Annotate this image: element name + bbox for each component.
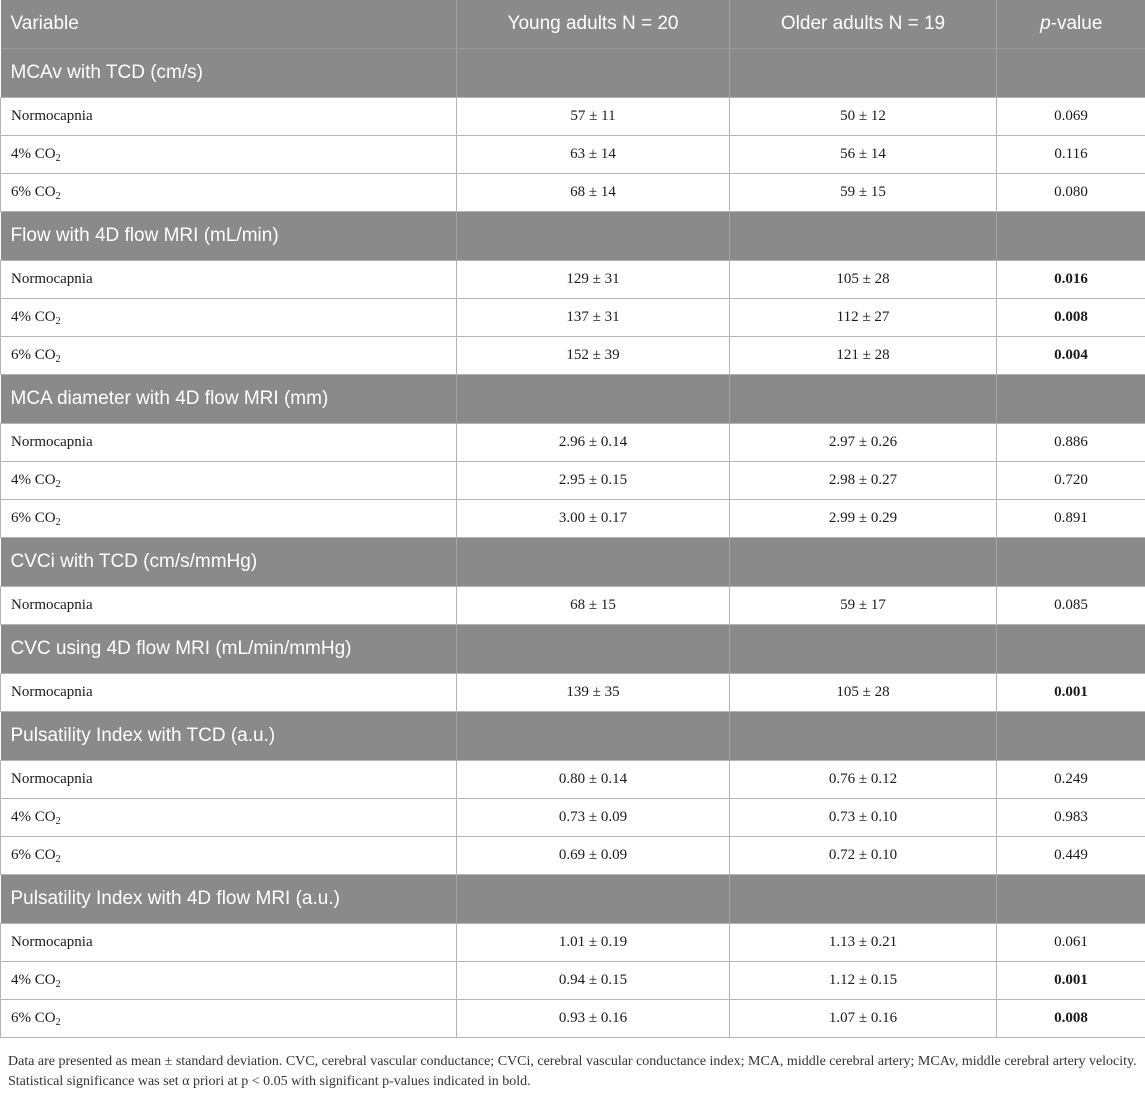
row-label xyxy=(1,1000,457,1038)
section-empty-cell xyxy=(457,49,730,98)
row-label xyxy=(1,587,457,625)
row-label xyxy=(1,299,457,337)
young-adults-value: 129 ± 31 xyxy=(457,261,730,299)
header-p-rest: -value xyxy=(1050,13,1103,34)
young-adults-value: 57 ± 11 xyxy=(457,98,730,136)
p-value: 0.001 xyxy=(997,674,1145,712)
row-label xyxy=(1,337,457,375)
row-label-text: 6% CO xyxy=(11,510,56,526)
table-row xyxy=(1,1000,1145,1038)
section-empty-cell xyxy=(997,375,1145,424)
section-title: CVC using 4D flow MRI (mL/min/mmHg) xyxy=(1,625,457,674)
table-row xyxy=(1,761,1145,799)
p-value: 0.983 xyxy=(997,799,1145,837)
section-header-row xyxy=(1,538,1145,587)
older-adults-value: 1.07 ± 0.16 xyxy=(730,1000,997,1038)
young-adults-value: 2.95 ± 0.15 xyxy=(457,462,730,500)
section-title: MCA diameter with 4D flow MRI (mm) xyxy=(1,375,457,424)
section-empty-cell xyxy=(997,875,1145,924)
header-variable: Variable xyxy=(1,0,457,49)
table-body xyxy=(1,49,1145,1038)
row-label xyxy=(1,261,457,299)
young-adults-value: 139 ± 35 xyxy=(457,674,730,712)
table-row xyxy=(1,837,1145,875)
table-row xyxy=(1,674,1145,712)
older-adults-value: 105 ± 28 xyxy=(730,261,997,299)
older-adults-value: 0.72 ± 0.10 xyxy=(730,837,997,875)
p-value: 0.008 xyxy=(997,299,1145,337)
header-p-italic: p xyxy=(1040,13,1051,34)
young-adults-value: 0.80 ± 0.14 xyxy=(457,761,730,799)
young-adults-value: 68 ± 15 xyxy=(457,587,730,625)
older-adults-value: 2.97 ± 0.26 xyxy=(730,424,997,462)
row-label xyxy=(1,424,457,462)
section-empty-cell xyxy=(997,625,1145,674)
row-label-text: 6% CO xyxy=(11,847,56,863)
older-adults-value: 50 ± 12 xyxy=(730,98,997,136)
section-title: Pulsatility Index with TCD (a.u.) xyxy=(1,712,457,761)
section-empty-cell xyxy=(457,538,730,587)
young-adults-value: 2.96 ± 0.14 xyxy=(457,424,730,462)
p-value: 0.001 xyxy=(997,962,1145,1000)
row-label xyxy=(1,837,457,875)
row-label xyxy=(1,136,457,174)
row-label-subscript: 2 xyxy=(55,979,61,990)
p-value: 0.080 xyxy=(997,174,1145,212)
table-row xyxy=(1,98,1145,136)
row-label-subscript: 2 xyxy=(55,191,61,202)
row-label-subscript: 2 xyxy=(55,854,61,865)
row-label xyxy=(1,500,457,538)
p-value: 0.720 xyxy=(997,462,1145,500)
older-adults-value: 56 ± 14 xyxy=(730,136,997,174)
table-row xyxy=(1,136,1145,174)
p-value: 0.891 xyxy=(997,500,1145,538)
young-adults-value: 0.94 ± 0.15 xyxy=(457,962,730,1000)
table-row xyxy=(1,299,1145,337)
table-row xyxy=(1,337,1145,375)
row-label-text: Normocapnia xyxy=(11,271,93,287)
older-adults-value: 0.73 ± 0.10 xyxy=(730,799,997,837)
row-label xyxy=(1,761,457,799)
header-young-adults: Young adults N = 20 xyxy=(457,0,730,49)
p-value: 0.016 xyxy=(997,261,1145,299)
row-label-text: Normocapnia xyxy=(11,934,93,950)
p-value: 0.085 xyxy=(997,587,1145,625)
table-row xyxy=(1,424,1145,462)
header-p-value xyxy=(997,0,1145,49)
table-row xyxy=(1,799,1145,837)
row-label-text: 4% CO xyxy=(11,472,56,488)
young-adults-value: 0.73 ± 0.09 xyxy=(457,799,730,837)
table-row xyxy=(1,174,1145,212)
header-older-adults: Older adults N = 19 xyxy=(730,0,997,49)
section-header-row xyxy=(1,712,1145,761)
section-header-row xyxy=(1,875,1145,924)
table-row xyxy=(1,587,1145,625)
row-label-subscript: 2 xyxy=(55,816,61,827)
older-adults-value: 2.99 ± 0.29 xyxy=(730,500,997,538)
table-row xyxy=(1,462,1145,500)
row-label xyxy=(1,174,457,212)
row-label-text: 6% CO xyxy=(11,347,56,363)
table-row xyxy=(1,500,1145,538)
row-label-subscript: 2 xyxy=(55,1017,61,1028)
section-empty-cell xyxy=(730,212,997,261)
section-empty-cell xyxy=(997,538,1145,587)
older-adults-value: 112 ± 27 xyxy=(730,299,997,337)
section-empty-cell xyxy=(730,712,997,761)
older-adults-value: 59 ± 15 xyxy=(730,174,997,212)
section-empty-cell xyxy=(997,49,1145,98)
young-adults-value: 1.01 ± 0.19 xyxy=(457,924,730,962)
p-value: 0.116 xyxy=(997,136,1145,174)
young-adults-value: 152 ± 39 xyxy=(457,337,730,375)
section-title: MCAv with TCD (cm/s) xyxy=(1,49,457,98)
row-label-text: 4% CO xyxy=(11,809,56,825)
row-label-text: Normocapnia xyxy=(11,771,93,787)
section-header-row xyxy=(1,375,1145,424)
older-adults-value: 59 ± 17 xyxy=(730,587,997,625)
p-value: 0.061 xyxy=(997,924,1145,962)
row-label-text: 4% CO xyxy=(11,972,56,988)
young-adults-value: 63 ± 14 xyxy=(457,136,730,174)
section-empty-cell xyxy=(730,375,997,424)
p-value: 0.004 xyxy=(997,337,1145,375)
row-label-subscript: 2 xyxy=(55,479,61,490)
section-empty-cell xyxy=(997,212,1145,261)
young-adults-value: 3.00 ± 0.17 xyxy=(457,500,730,538)
row-label xyxy=(1,962,457,1000)
table-row xyxy=(1,924,1145,962)
row-label-text: 6% CO xyxy=(11,1010,56,1026)
p-value: 0.249 xyxy=(997,761,1145,799)
young-adults-value: 0.69 ± 0.09 xyxy=(457,837,730,875)
row-label xyxy=(1,98,457,136)
row-label xyxy=(1,924,457,962)
row-label-subscript: 2 xyxy=(55,316,61,327)
row-label-subscript: 2 xyxy=(55,517,61,528)
table-footnote: Data are presented as mean ± standard deviation. CVC, cerebral vascular conductance; CVCi, cerebral vascular conductance index; MCA, middle cerebral artery; MCAv, middle cerebral artery velocity. Statistical significance was set α priori at p < 0.05 with significant p-values indicated in bold. xyxy=(8,1054,1137,1089)
older-adults-value: 105 ± 28 xyxy=(730,674,997,712)
p-value: 0.449 xyxy=(997,837,1145,875)
section-empty-cell xyxy=(730,49,997,98)
older-adults-value: 0.76 ± 0.12 xyxy=(730,761,997,799)
row-label-text: 4% CO xyxy=(11,309,56,325)
section-empty-cell xyxy=(457,875,730,924)
section-title: Flow with 4D flow MRI (mL/min) xyxy=(1,212,457,261)
section-header-row xyxy=(1,625,1145,674)
section-empty-cell xyxy=(457,212,730,261)
row-label-text: Normocapnia xyxy=(11,108,93,124)
older-adults-value: 121 ± 28 xyxy=(730,337,997,375)
section-empty-cell xyxy=(730,538,997,587)
table-header-row xyxy=(1,0,1145,49)
p-value: 0.008 xyxy=(997,1000,1145,1038)
row-label-text: Normocapnia xyxy=(11,684,93,700)
young-adults-value: 68 ± 14 xyxy=(457,174,730,212)
row-label-text: Normocapnia xyxy=(11,434,93,450)
older-adults-value: 2.98 ± 0.27 xyxy=(730,462,997,500)
row-label-text: Normocapnia xyxy=(11,597,93,613)
row-label xyxy=(1,799,457,837)
table-row xyxy=(1,962,1145,1000)
row-label-text: 4% CO xyxy=(11,146,56,162)
section-empty-cell xyxy=(730,875,997,924)
row-label xyxy=(1,674,457,712)
section-title: CVCi with TCD (cm/s/mmHg) xyxy=(1,538,457,587)
older-adults-value: 1.13 ± 0.21 xyxy=(730,924,997,962)
section-empty-cell xyxy=(730,625,997,674)
young-adults-value: 137 ± 31 xyxy=(457,299,730,337)
section-title: Pulsatility Index with 4D flow MRI (a.u.) xyxy=(1,875,457,924)
section-empty-cell xyxy=(457,712,730,761)
row-label-subscript: 2 xyxy=(55,354,61,365)
section-empty-cell xyxy=(457,625,730,674)
section-header-row xyxy=(1,212,1145,261)
row-label xyxy=(1,462,457,500)
older-adults-value: 1.12 ± 0.15 xyxy=(730,962,997,1000)
young-adults-value: 0.93 ± 0.16 xyxy=(457,1000,730,1038)
section-header-row xyxy=(1,49,1145,98)
p-value: 0.886 xyxy=(997,424,1145,462)
section-empty-cell xyxy=(457,375,730,424)
p-value: 0.069 xyxy=(997,98,1145,136)
section-empty-cell xyxy=(997,712,1145,761)
row-label-text: 6% CO xyxy=(11,184,56,200)
row-label-subscript: 2 xyxy=(55,153,61,164)
table-row xyxy=(1,261,1145,299)
